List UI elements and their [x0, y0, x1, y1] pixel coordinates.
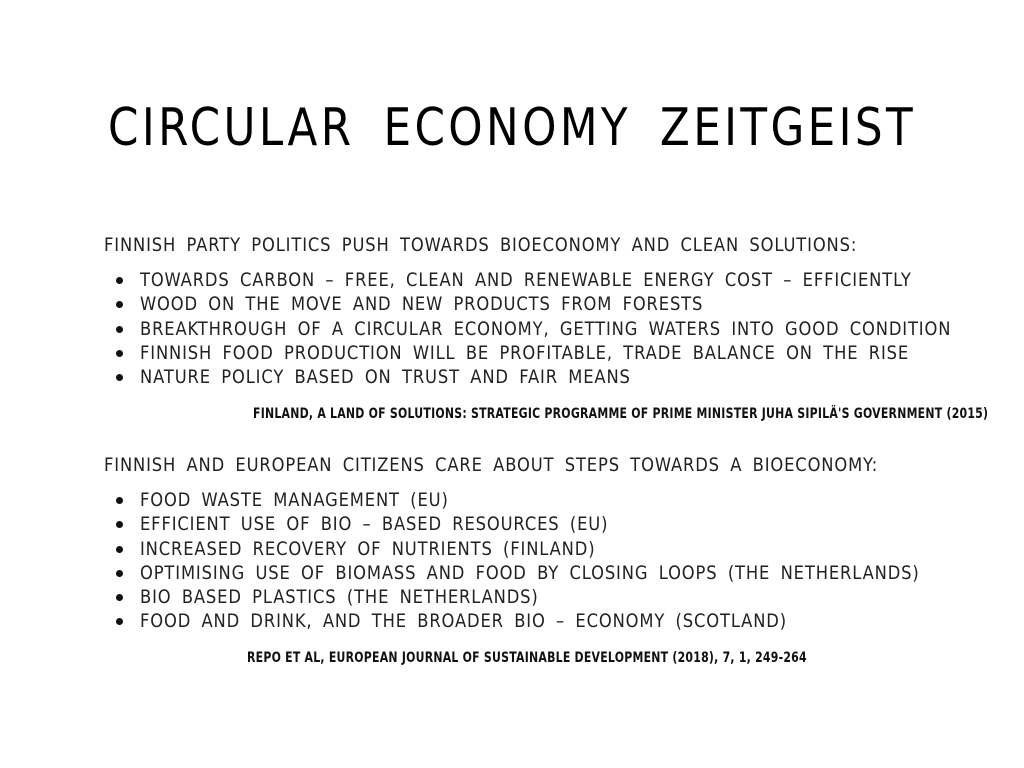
citation-journal-article: REPO ET AL, EUROPEAN JOURNAL OF SUSTAINABLE DEVELOPMENT (2018), 7, 1, 249-264 [247, 650, 807, 666]
section-finnish-party-politics [104, 234, 984, 389]
list-item [104, 317, 984, 341]
bullet-list [104, 488, 984, 634]
citation-government-programme: FINLAND, A LAND OF SOLUTIONS: STRATEGIC PROGRAMME OF PRIME MINISTER JUHA SIPILÄ'S GOVERNMENT (2015) [253, 406, 989, 422]
bullet-icon [116, 350, 123, 357]
list-item-text: FOOD WASTE MANAGEMENT (EU) [140, 489, 449, 511]
list-item-text: INCREASED RECOVERY OF NUTRIENTS (FINLAND) [140, 537, 596, 560]
list-item [104, 512, 984, 536]
list-item [104, 537, 984, 561]
bullet-icon [116, 301, 123, 308]
section-heading: FINNISH PARTY POLITICS PUSH TOWARDS BIOECONOMY AND CLEAN SOLUTIONS: [104, 234, 858, 256]
bullet-icon [116, 594, 123, 601]
section-heading: FINNISH AND EUROPEAN CITIZENS CARE ABOUT STEPS TOWARDS A BIOECONOMY: [104, 454, 879, 476]
bullet-icon [116, 374, 123, 381]
list-item [104, 292, 984, 316]
bullet-list [104, 268, 984, 389]
list-item [104, 561, 984, 585]
list-item [104, 609, 984, 633]
list-item-text: WOOD ON THE MOVE AND NEW PRODUCTS FROM FORESTS [140, 293, 704, 316]
list-item-text: TOWARDS CARBON – FREE, CLEAN AND RENEWABLE ENERGY COST – EFFICIENTLY [140, 269, 912, 291]
list-item [104, 365, 984, 389]
list-item [104, 341, 984, 365]
bullet-icon [116, 326, 123, 333]
bullet-icon [116, 521, 123, 528]
section-citizens-bioeconomy [104, 454, 984, 634]
list-item-text: BREAKTHROUGH OF A CIRCULAR ECONOMY, GETTING WATERS INTO GOOD CONDITION [140, 317, 952, 340]
list-item [104, 268, 984, 292]
bullet-icon [116, 570, 123, 577]
list-item-text: BIO BASED PLASTICS (THE NETHERLANDS) [140, 586, 539, 609]
list-item [104, 488, 984, 512]
list-item [104, 585, 984, 609]
list-item-text: FINNISH FOOD PRODUCTION WILL BE PROFITABLE, TRADE BALANCE ON THE RISE [140, 341, 910, 364]
bullet-icon [116, 277, 123, 284]
slide-title: CIRCULAR ECONOMY ZEITGEIST [108, 98, 916, 158]
list-item-text: OPTIMISING USE OF BIOMASS AND FOOD BY CLOSING LOOPS (THE NETHERLANDS) [140, 561, 920, 584]
bullet-icon [116, 497, 123, 504]
bullet-icon [116, 618, 123, 625]
list-item-text: NATURE POLICY BASED ON TRUST AND FAIR MEANS [140, 366, 631, 389]
bullet-icon [116, 546, 123, 553]
list-item-text: FOOD AND DRINK, AND THE BROADER BIO – ECONOMY (SCOTLAND) [140, 610, 787, 633]
list-item-text: EFFICIENT USE OF BIO – BASED RESOURCES (EU) [140, 513, 609, 536]
